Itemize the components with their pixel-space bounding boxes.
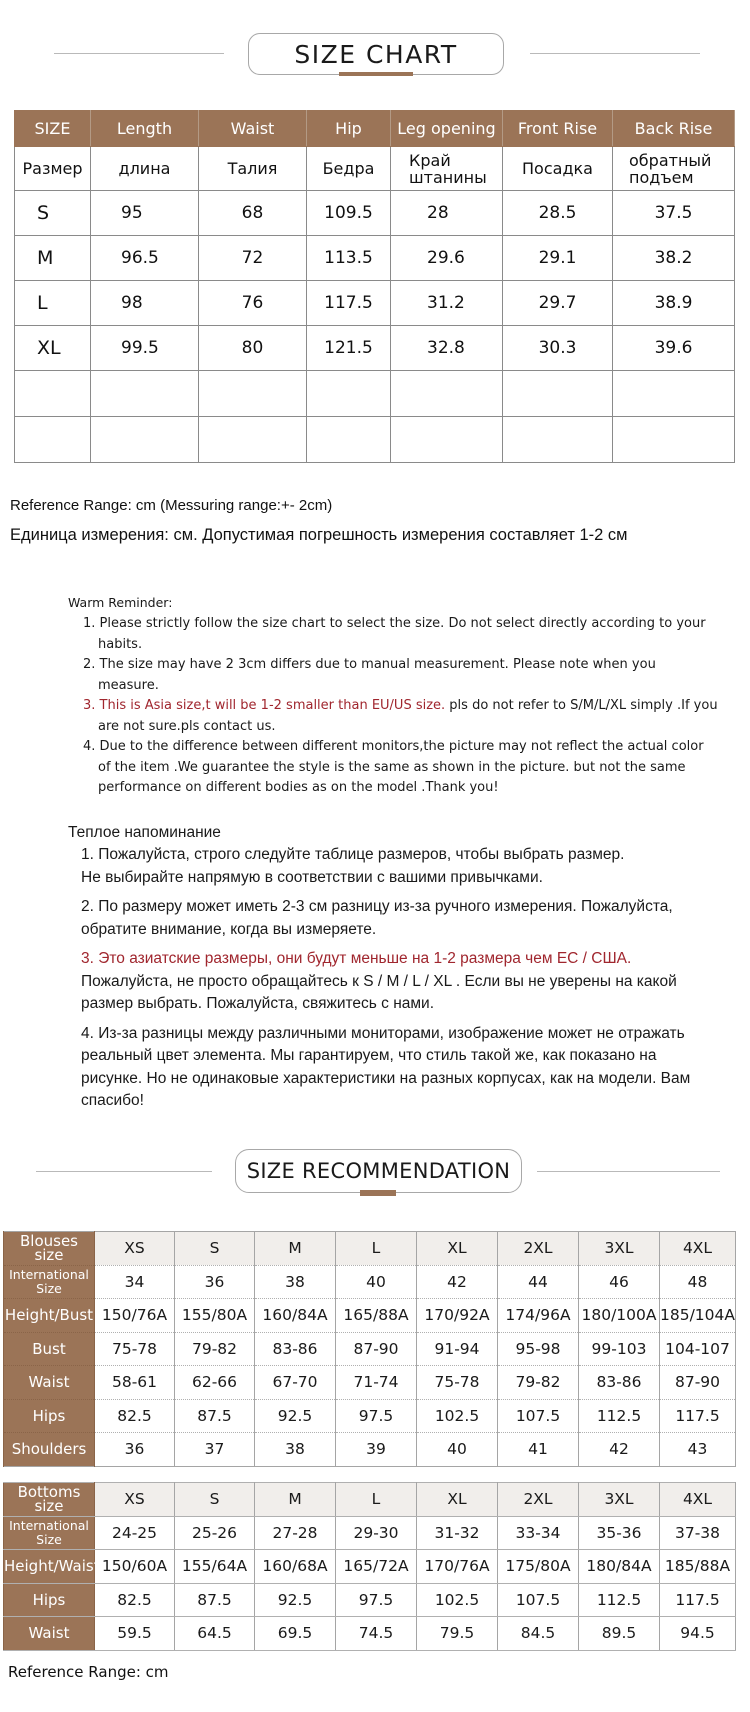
cell-leg-opening: 32.8 <box>391 326 503 371</box>
cell-leg-opening: 31.2 <box>391 281 503 326</box>
table-row-empty <box>15 417 735 463</box>
warm-reminder-ru-title: Теплое напоминание <box>68 824 221 841</box>
table-row <box>15 281 735 326</box>
reference-range-ru: Единица измерения: см. Допустимая погрешность измерения составляет 1-2 см <box>10 526 628 544</box>
cell-empty <box>503 371 613 417</box>
table-cell: 180/100A <box>579 1299 660 1333</box>
cell-front-rise: 30.3 <box>503 326 613 371</box>
table-cell: 44 <box>498 1265 579 1299</box>
table-cell: 33-34 <box>498 1516 579 1550</box>
header-size: SIZE <box>15 111 91 147</box>
table-cell: 40 <box>417 1433 498 1467</box>
size-chart-table <box>14 110 735 463</box>
title-divider-right <box>530 53 700 54</box>
header-front-rise: Front Rise <box>503 111 613 147</box>
size-header-cell: XL <box>417 1483 498 1517</box>
table-cell: 117.5 <box>660 1583 736 1617</box>
bottoms-size-table <box>3 1482 736 1651</box>
table-cell: 87.5 <box>175 1583 255 1617</box>
cell-empty <box>91 371 199 417</box>
cell-empty <box>15 417 91 463</box>
reminder-ru-item-4-text: 4. Из-за разницы между различными мониторами, изображение может не отражать реальный цвет элемента. Мы гарантируем, что стиль такой же, как показано на рисунке. Но не одинаковые характеристики на разных корпусах, как на модели. Вам спасибо! <box>81 1024 691 1109</box>
table-cell: 41 <box>498 1433 579 1467</box>
table-cell: 117.5 <box>660 1399 736 1433</box>
cell-hip: 113.5 <box>307 236 391 281</box>
reminder-item-4: 4. Due to the difference between different monitors,the picture may not reflect the actual color of the item .We guarantee the style is the same as shown in the picture. but not the same performance on different bodies as on the model .Thank you! <box>83 739 704 795</box>
title-divider-left <box>54 53 224 54</box>
cell-waist: 72 <box>199 236 307 281</box>
reminder-item-3-text: pls do not refer to S/M/L/XL simply .If you are not sure.pls contact us. <box>98 698 718 734</box>
cell-back-rise: 37.5 <box>613 191 735 236</box>
table-cell: 87-90 <box>336 1332 417 1366</box>
table-cell: 99-103 <box>579 1332 660 1366</box>
row-label: Hips <box>4 1583 95 1617</box>
cell-hip: 117.5 <box>307 281 391 326</box>
table-cell: 24-25 <box>95 1516 175 1550</box>
table-cell: 69.5 <box>255 1617 336 1651</box>
table-row <box>4 1366 736 1400</box>
reference-range-bottom: Reference Range: cm <box>8 1663 169 1681</box>
warm-reminder-ru <box>68 822 738 1120</box>
table-cell: 92.5 <box>255 1399 336 1433</box>
size-header-cell: XS <box>95 1483 175 1517</box>
size-header-cell: S <box>175 1483 255 1517</box>
table-cell: 25-26 <box>175 1516 255 1550</box>
table-cell: 104-107 <box>660 1332 736 1366</box>
header-ru-front-rise: Посадка <box>503 147 613 191</box>
reminder-item-3 <box>68 696 718 737</box>
table-cell: 59.5 <box>95 1617 175 1651</box>
cell-waist: 80 <box>199 326 307 371</box>
cell-empty <box>613 417 735 463</box>
table-cell: 62-66 <box>175 1366 255 1400</box>
table-cell: 175/80A <box>498 1550 579 1584</box>
rec-title-marker <box>360 1190 396 1196</box>
cell-front-rise: 29.7 <box>503 281 613 326</box>
table-cell: 102.5 <box>417 1583 498 1617</box>
row-label: Height/Bust <box>4 1299 95 1333</box>
reminder-ru-item-1 <box>68 844 738 889</box>
size-header-cell: M <box>255 1483 336 1517</box>
table-cell: 94.5 <box>660 1617 736 1651</box>
row-label: International Size <box>4 1265 95 1299</box>
table-cell: 84.5 <box>498 1617 579 1651</box>
table-cell: 27-28 <box>255 1516 336 1550</box>
table-cell: 79.5 <box>417 1617 498 1651</box>
cell-waist: 68 <box>199 191 307 236</box>
cell-empty <box>15 371 91 417</box>
size-chart-title: SIZE CHART <box>294 39 458 69</box>
size-header-cell: 2XL <box>498 1483 579 1517</box>
table-header-row-en <box>15 111 735 147</box>
table-cell: 102.5 <box>417 1399 498 1433</box>
table-cell: 95-98 <box>498 1332 579 1366</box>
table-cell: 150/60A <box>95 1550 175 1584</box>
table-cell: 82.5 <box>95 1583 175 1617</box>
table-cell: 92.5 <box>255 1583 336 1617</box>
table-header-row <box>4 1483 736 1517</box>
cell-hip: 121.5 <box>307 326 391 371</box>
cell-length: 95 <box>91 191 199 236</box>
table-cell: 43 <box>660 1433 736 1467</box>
table-cell: 170/92A <box>417 1299 498 1333</box>
size-recommendation-title: SIZE RECOMMENDATION <box>246 1159 511 1183</box>
cell-length: 96.5 <box>91 236 199 281</box>
row-label: Waist <box>4 1366 95 1400</box>
table-header-row <box>4 1232 736 1266</box>
header-hip: Hip <box>307 111 391 147</box>
header-waist: Waist <box>199 111 307 147</box>
reminder-ru-item-3-warning: 3. Это азиатские размеры, они будут меньше на 1-2 размера чем ЕС / США. <box>81 950 632 967</box>
table-cell: 40 <box>336 1265 417 1299</box>
cell-back-rise: 38.9 <box>613 281 735 326</box>
header-ru-hip: Бедра <box>307 147 391 191</box>
row-label: Shoulders <box>4 1433 95 1467</box>
table-cell: 29-30 <box>336 1516 417 1550</box>
table-cell: 165/88A <box>336 1299 417 1333</box>
table-cell: 46 <box>579 1265 660 1299</box>
reminder-ru-item-4 <box>68 1023 718 1113</box>
table-cell: 97.5 <box>336 1399 417 1433</box>
table-cell: 87-90 <box>660 1366 736 1400</box>
table-cell: 89.5 <box>579 1617 660 1651</box>
table-cell: 112.5 <box>579 1399 660 1433</box>
blouses-size-table <box>3 1231 736 1467</box>
row-label: Bottoms size <box>4 1483 95 1517</box>
cell-size: M <box>15 236 91 281</box>
table-cell: 79-82 <box>498 1366 579 1400</box>
header-length: Length <box>91 111 199 147</box>
table-row <box>4 1265 736 1299</box>
size-chart-title-box <box>248 33 504 75</box>
table-cell: 31-32 <box>417 1516 498 1550</box>
header-ru-leg-opening: Край штанины <box>391 147 503 191</box>
size-header-cell: 4XL <box>660 1483 736 1517</box>
cell-hip: 109.5 <box>307 191 391 236</box>
size-header-cell: XS <box>95 1232 175 1266</box>
table-row <box>4 1516 736 1550</box>
size-recommendation-title-box <box>235 1149 522 1193</box>
cell-size: L <box>15 281 91 326</box>
cell-empty <box>391 371 503 417</box>
size-header-cell: 3XL <box>579 1483 660 1517</box>
table-cell: 107.5 <box>498 1583 579 1617</box>
table-cell: 39 <box>336 1433 417 1467</box>
table-cell: 35-36 <box>579 1516 660 1550</box>
table-cell: 83-86 <box>579 1366 660 1400</box>
table-cell: 67-70 <box>255 1366 336 1400</box>
cell-front-rise: 28.5 <box>503 191 613 236</box>
header-ru-waist: Талия <box>199 147 307 191</box>
table-cell: 91-94 <box>417 1332 498 1366</box>
title-underline-marker <box>339 72 413 76</box>
table-cell: 38 <box>255 1265 336 1299</box>
table-cell: 185/88A <box>660 1550 736 1584</box>
cell-empty <box>307 371 391 417</box>
reminder-ru-item-2-line1: 2. По размеру может иметь 2-3 см разницу из-за ручного измерения. Пожалуйста, <box>81 898 673 915</box>
cell-empty <box>503 417 613 463</box>
table-cell: 42 <box>417 1265 498 1299</box>
reminder-item-2: 2. The size may have 2 3cm differs due to manual measurement. Please note when you measure. <box>83 657 656 693</box>
cell-size: S <box>15 191 91 236</box>
table-cell: 107.5 <box>498 1399 579 1433</box>
reminder-ru-item-1-line1: 1. Пожалуйста, строго следуйте таблице размеров, чтобы выбрать размер. <box>81 846 625 863</box>
cell-empty <box>613 371 735 417</box>
table-cell: 160/84A <box>255 1299 336 1333</box>
cell-empty <box>307 417 391 463</box>
table-cell: 155/64A <box>175 1550 255 1584</box>
table-cell: 97.5 <box>336 1583 417 1617</box>
table-cell: 83-86 <box>255 1332 336 1366</box>
table-cell: 58-61 <box>95 1366 175 1400</box>
row-label: Height/Waist <box>4 1550 95 1584</box>
row-label: International Size <box>4 1516 95 1550</box>
size-header-cell: 2XL <box>498 1232 579 1266</box>
table-cell: 170/76A <box>417 1550 498 1584</box>
header-ru-size: Размер <box>15 147 91 191</box>
row-label: Bust <box>4 1332 95 1366</box>
table-row <box>4 1299 736 1333</box>
reminder-item-3-warning: 3. This is Asia size,t will be 1-2 smaller than EU/US size. <box>83 698 446 713</box>
table-cell: 112.5 <box>579 1583 660 1617</box>
table-cell: 75-78 <box>417 1366 498 1400</box>
table-row <box>4 1550 736 1584</box>
table-cell: 34 <box>95 1265 175 1299</box>
table-cell: 174/96A <box>498 1299 579 1333</box>
cell-front-rise: 29.1 <box>503 236 613 281</box>
warm-reminder-title: Warm Reminder: <box>68 595 173 610</box>
table-cell: 87.5 <box>175 1399 255 1433</box>
size-header-cell: M <box>255 1232 336 1266</box>
reminder-ru-item-3-text: Пожалуйста, не просто обращайтесь к S / M / L / XL . Если вы не уверены на какой размер выбрать. Пожалуйста, свяжитесь с нами. <box>81 972 677 1012</box>
table-row <box>4 1433 736 1467</box>
size-header-cell: 4XL <box>660 1232 736 1266</box>
table-row <box>15 236 735 281</box>
table-row <box>4 1332 736 1366</box>
cell-leg-opening: 28 <box>391 191 503 236</box>
table-row <box>4 1399 736 1433</box>
cell-waist: 76 <box>199 281 307 326</box>
table-cell: 42 <box>579 1433 660 1467</box>
table-cell: 155/80A <box>175 1299 255 1333</box>
reference-range-en: Reference Range: cm (Messuring range:+- 2cm) <box>10 497 333 514</box>
reminder-ru-item-3 <box>68 948 698 1016</box>
table-cell: 150/76A <box>95 1299 175 1333</box>
table-cell: 165/72A <box>336 1550 417 1584</box>
table-cell: 38 <box>255 1433 336 1467</box>
cell-empty <box>199 417 307 463</box>
cell-size: XL <box>15 326 91 371</box>
table-row <box>15 326 735 371</box>
reminder-ru-item-2 <box>68 896 738 941</box>
table-row <box>4 1617 736 1651</box>
size-header-cell: 3XL <box>579 1232 660 1266</box>
table-cell: 37 <box>175 1433 255 1467</box>
cell-back-rise: 39.6 <box>613 326 735 371</box>
table-cell: 36 <box>95 1433 175 1467</box>
table-header-row-ru <box>15 147 735 191</box>
table-cell: 75-78 <box>95 1332 175 1366</box>
header-ru-back-rise: обратный подъем <box>613 147 735 191</box>
table-row <box>4 1583 736 1617</box>
table-cell: 48 <box>660 1265 736 1299</box>
cell-length: 99.5 <box>91 326 199 371</box>
reminder-item-1: 1. Please strictly follow the size chart to select the size. Do not select directly according to your habits. <box>83 616 706 652</box>
warm-reminder-en <box>68 595 718 799</box>
table-cell: 74.5 <box>336 1617 417 1651</box>
table-cell: 185/104A <box>660 1299 736 1333</box>
table-row-empty <box>15 371 735 417</box>
rec-divider-left <box>36 1171 212 1172</box>
cell-empty <box>391 417 503 463</box>
cell-back-rise: 38.2 <box>613 236 735 281</box>
size-header-cell: L <box>336 1483 417 1517</box>
reminder-ru-item-2-line2: обратите внимание, когда вы измеряете. <box>81 920 377 938</box>
table-row <box>15 191 735 236</box>
cell-leg-opening: 29.6 <box>391 236 503 281</box>
table-cell: 36 <box>175 1265 255 1299</box>
row-label: Hips <box>4 1399 95 1433</box>
row-label: Waist <box>4 1617 95 1651</box>
table-cell: 82.5 <box>95 1399 175 1433</box>
rec-divider-right <box>537 1171 720 1172</box>
size-header-cell: S <box>175 1232 255 1266</box>
table-cell: 71-74 <box>336 1366 417 1400</box>
cell-empty <box>199 371 307 417</box>
reminder-ru-item-1-line2: Не выбирайте напрямую в соответствии с вашими привычками. <box>81 868 543 886</box>
table-cell: 160/68A <box>255 1550 336 1584</box>
header-leg-opening: Leg opening <box>391 111 503 147</box>
table-cell: 180/84A <box>579 1550 660 1584</box>
size-header-cell: XL <box>417 1232 498 1266</box>
table-cell: 37-38 <box>660 1516 736 1550</box>
header-back-rise: Back Rise <box>613 111 735 147</box>
header-ru-length: длина <box>91 147 199 191</box>
size-header-cell: L <box>336 1232 417 1266</box>
table-cell: 79-82 <box>175 1332 255 1366</box>
table-cell: 64.5 <box>175 1617 255 1651</box>
row-label: Blouses size <box>4 1232 95 1266</box>
cell-empty <box>91 417 199 463</box>
cell-length: 98 <box>91 281 199 326</box>
